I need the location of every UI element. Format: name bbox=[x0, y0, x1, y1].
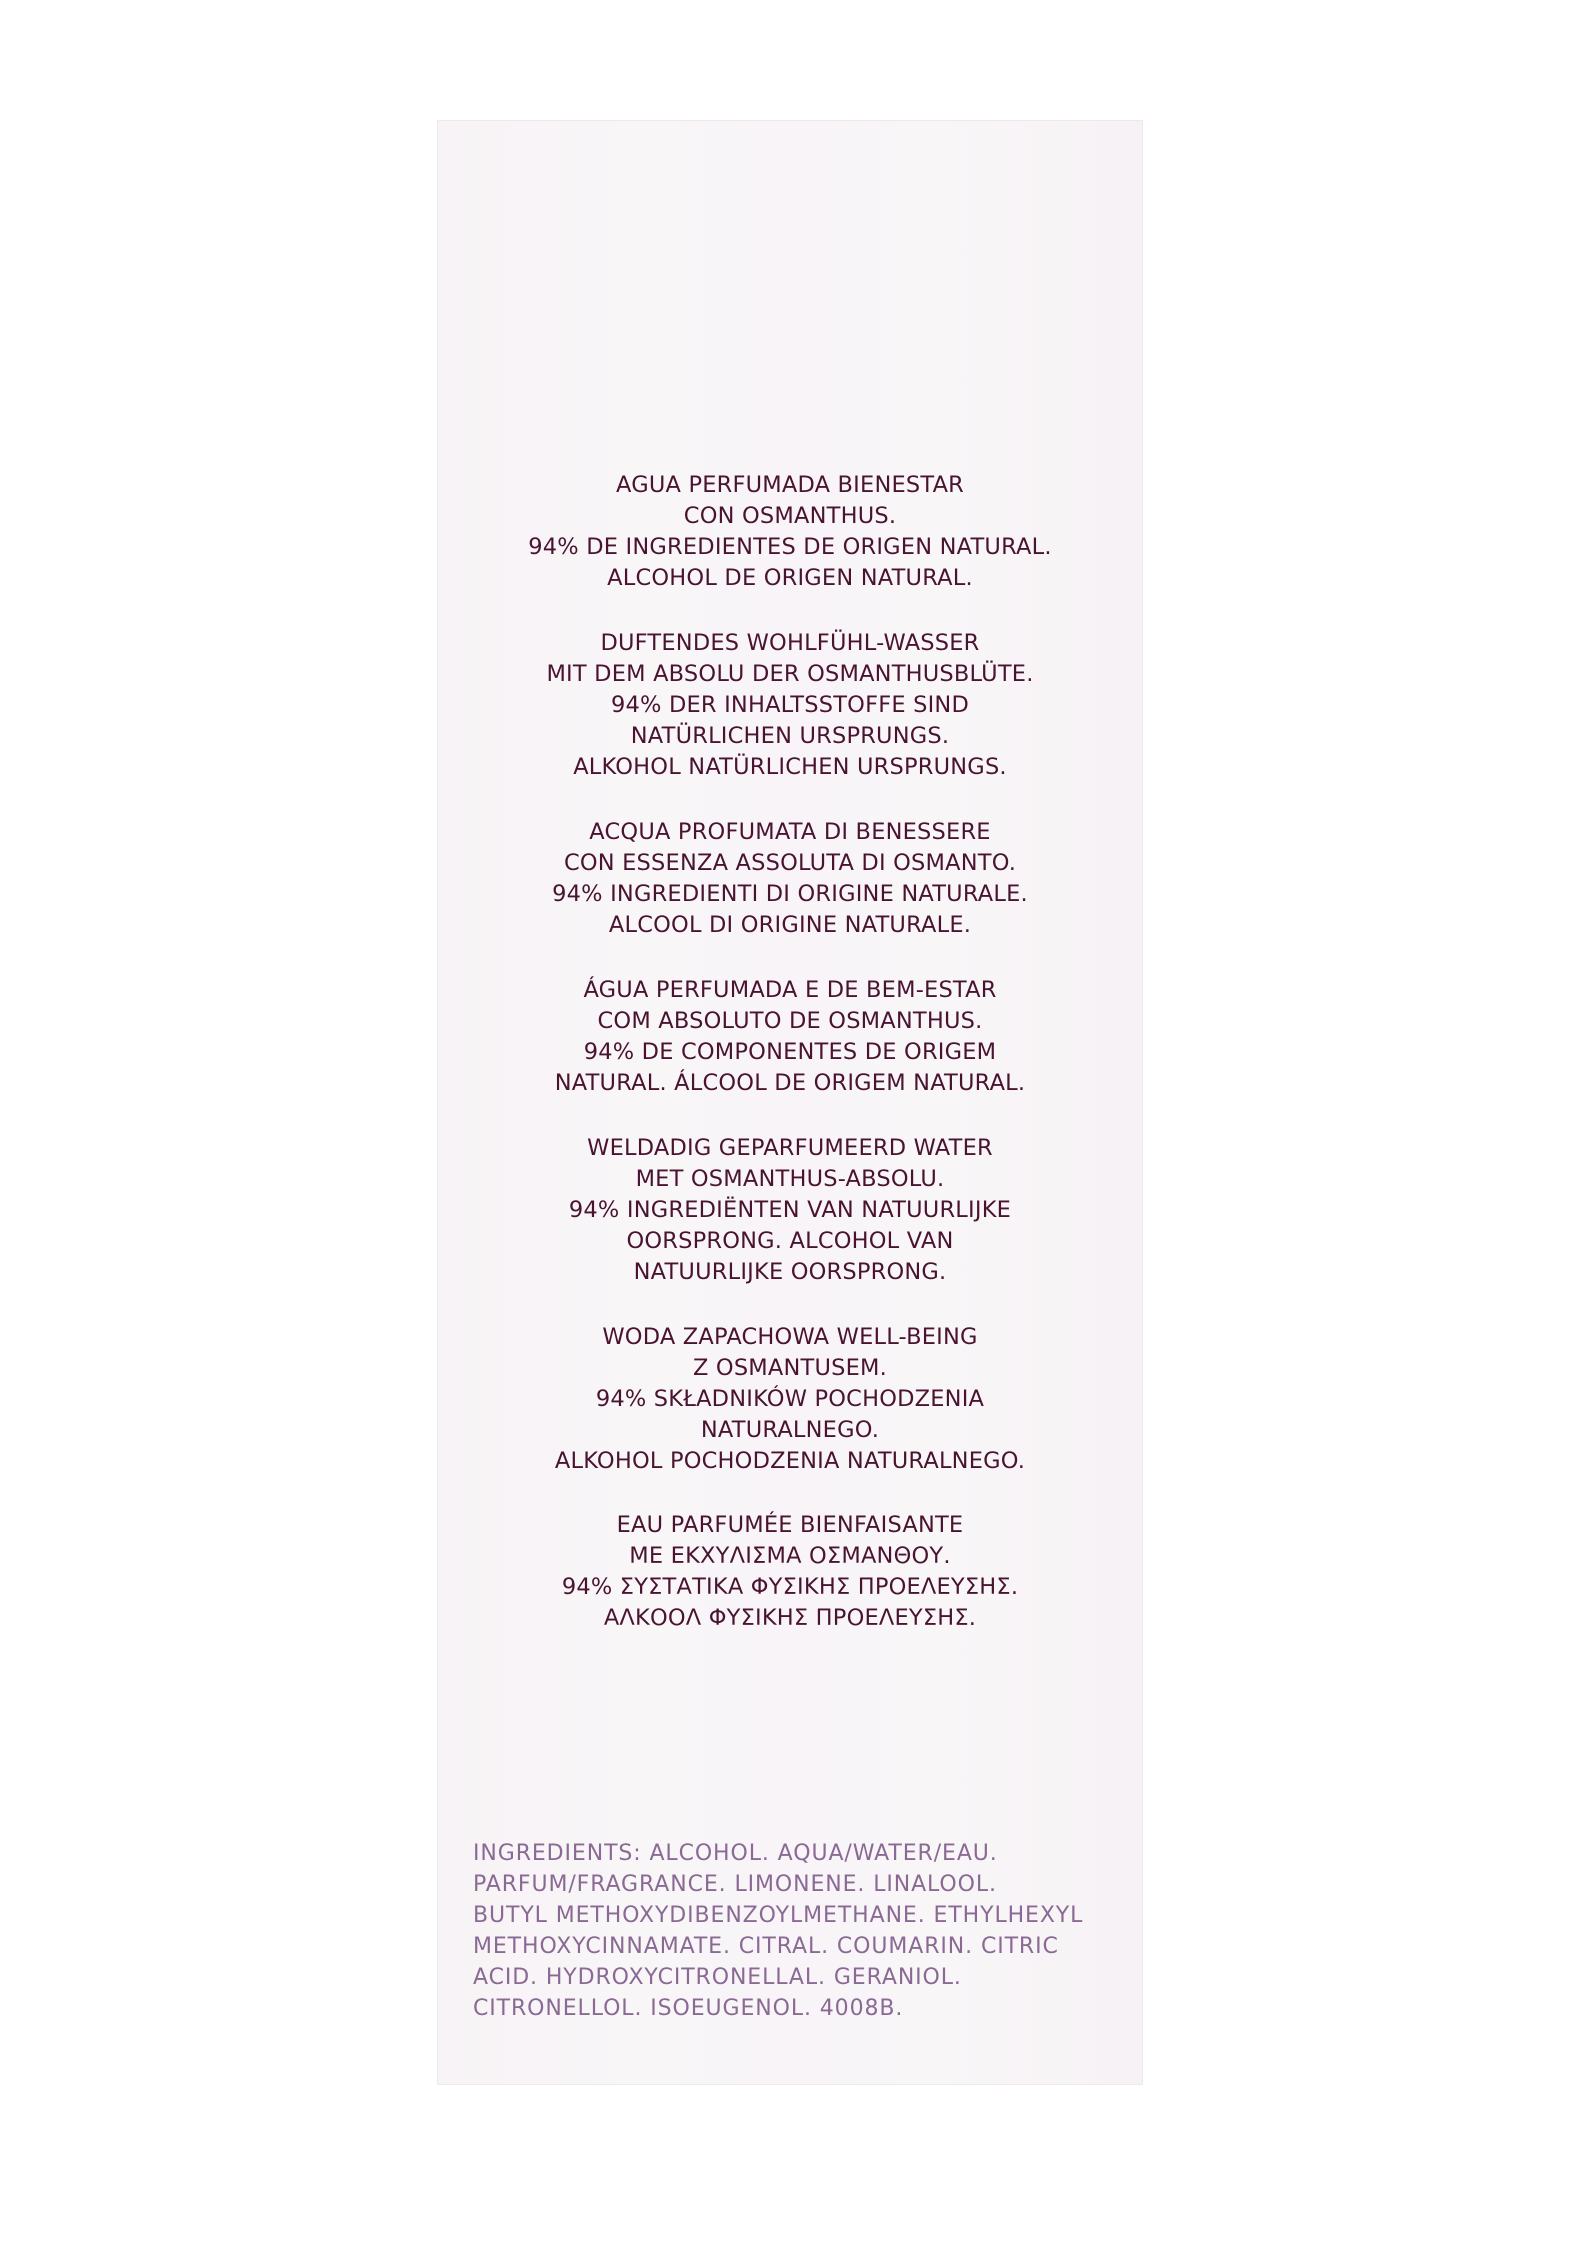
ingredients-line: ACID. HYDROXYCITRONELLAL. GERANIOL. bbox=[473, 1965, 962, 1990]
description-german bbox=[437, 628, 1143, 783]
description-line: ALCOOL DI ORIGINE NATURALE. bbox=[608, 912, 972, 938]
description-line: NATÜRLICHEN URSPRUNGS. bbox=[630, 723, 950, 749]
description-spanish bbox=[437, 470, 1143, 594]
description-italian bbox=[437, 817, 1143, 941]
description-line: ALCOHOL DE ORIGEN NATURAL. bbox=[607, 565, 973, 591]
description-line: AGUA PERFUMADA BIENESTAR bbox=[616, 472, 964, 498]
description-portuguese bbox=[437, 975, 1143, 1099]
description-line: EAU PARFUMÉE BIENFAISANTE bbox=[616, 1512, 964, 1538]
description-line: CON OSMANTHUS. bbox=[683, 503, 897, 529]
description-line: NATURALNEGO. bbox=[700, 1417, 880, 1443]
description-polish bbox=[437, 1322, 1143, 1477]
description-line: ACQUA PROFUMATA DI BENESSERE bbox=[589, 819, 991, 845]
description-line: WELDADIG GEPARFUMEERD WATER bbox=[587, 1135, 993, 1161]
description-line: NATURAL. ÁLCOOL DE ORIGEM NATURAL. bbox=[554, 1070, 1026, 1096]
package-panel bbox=[437, 120, 1143, 2085]
ingredients-line: METHOXYCINNAMATE. CITRAL. COUMARIN. CITRIC bbox=[473, 1934, 1059, 1959]
description-line: MIT DEM ABSOLU DER OSMANTHUSBLÜTE. bbox=[546, 661, 1034, 687]
description-line: 94% INGREDIENTI DI ORIGINE NATURALE. bbox=[552, 881, 1028, 907]
description-line: COM ABSOLUTO DE OSMANTHUS. bbox=[597, 1008, 983, 1034]
description-line: OORSPRONG. ALCOHOL VAN bbox=[626, 1228, 954, 1254]
description-line: DUFTENDES WOHLFÜHL-WASSER bbox=[600, 630, 980, 656]
description-line: WODA ZAPACHOWA WELL-BEING bbox=[602, 1324, 978, 1350]
description-french-greek bbox=[437, 1510, 1143, 1634]
description-line: ΑΛΚΟΟΛ ΦΥΣΙΚΗΣ ΠΡΟΕΛΕΥΣΗΣ. bbox=[603, 1605, 977, 1631]
description-line: 94% DER INHALTSSTOFFE SIND bbox=[611, 692, 969, 718]
description-line: ALKOHOL POCHODZENIA NATURALNEGO. bbox=[554, 1448, 1026, 1474]
description-dutch bbox=[437, 1133, 1143, 1288]
description-line: 94% DE INGREDIENTES DE ORIGEN NATURAL. bbox=[528, 534, 1052, 560]
description-line: ΜΕ ΕΚΧΥΛΙΣΜΑ ΟΣΜΑΝΘΟΥ. bbox=[629, 1543, 951, 1569]
description-line: 94% ΣΥΣΤΑΤΙΚΑ ΦΥΣΙΚΗΣ ΠΡΟΕΛΕΥΣΗΣ. bbox=[561, 1574, 1019, 1600]
description-line: NATUURLIJKE OORSPRONG. bbox=[633, 1259, 947, 1285]
description-line: 94% DE COMPONENTES DE ORIGEM bbox=[583, 1039, 997, 1065]
description-line: 94% INGREDIËNTEN VAN NATUURLIJKE bbox=[568, 1197, 1012, 1223]
ingredients-line: INGREDIENTS: ALCOHOL. AQUA/WATER/EAU. bbox=[473, 1841, 998, 1866]
ingredients-line: CITRONELLOL. ISOEUGENOL. 4008B. bbox=[473, 1996, 904, 2021]
ingredients-line: PARFUM/FRAGRANCE. LIMONENE. LINALOOL. bbox=[473, 1872, 997, 1897]
description-line: 94% SKŁADNIKÓW POCHODZENIA bbox=[595, 1386, 985, 1412]
description-line: Z OSMANTUSEM. bbox=[692, 1355, 888, 1381]
description-line: ALKOHOL NATÜRLICHEN URSPRUNGS. bbox=[573, 754, 1007, 780]
ingredients-list bbox=[473, 1838, 1113, 2024]
ingredients-line: BUTYL METHOXYDIBENZOYLMETHANE. ETHYLHEXYL bbox=[473, 1903, 1084, 1928]
description-line: CON ESSENZA ASSOLUTA DI OSMANTO. bbox=[563, 850, 1017, 876]
description-line: MET OSMANTHUS-ABSOLU. bbox=[635, 1166, 945, 1192]
description-line: ÁGUA PERFUMADA E DE BEM-ESTAR bbox=[583, 977, 997, 1003]
